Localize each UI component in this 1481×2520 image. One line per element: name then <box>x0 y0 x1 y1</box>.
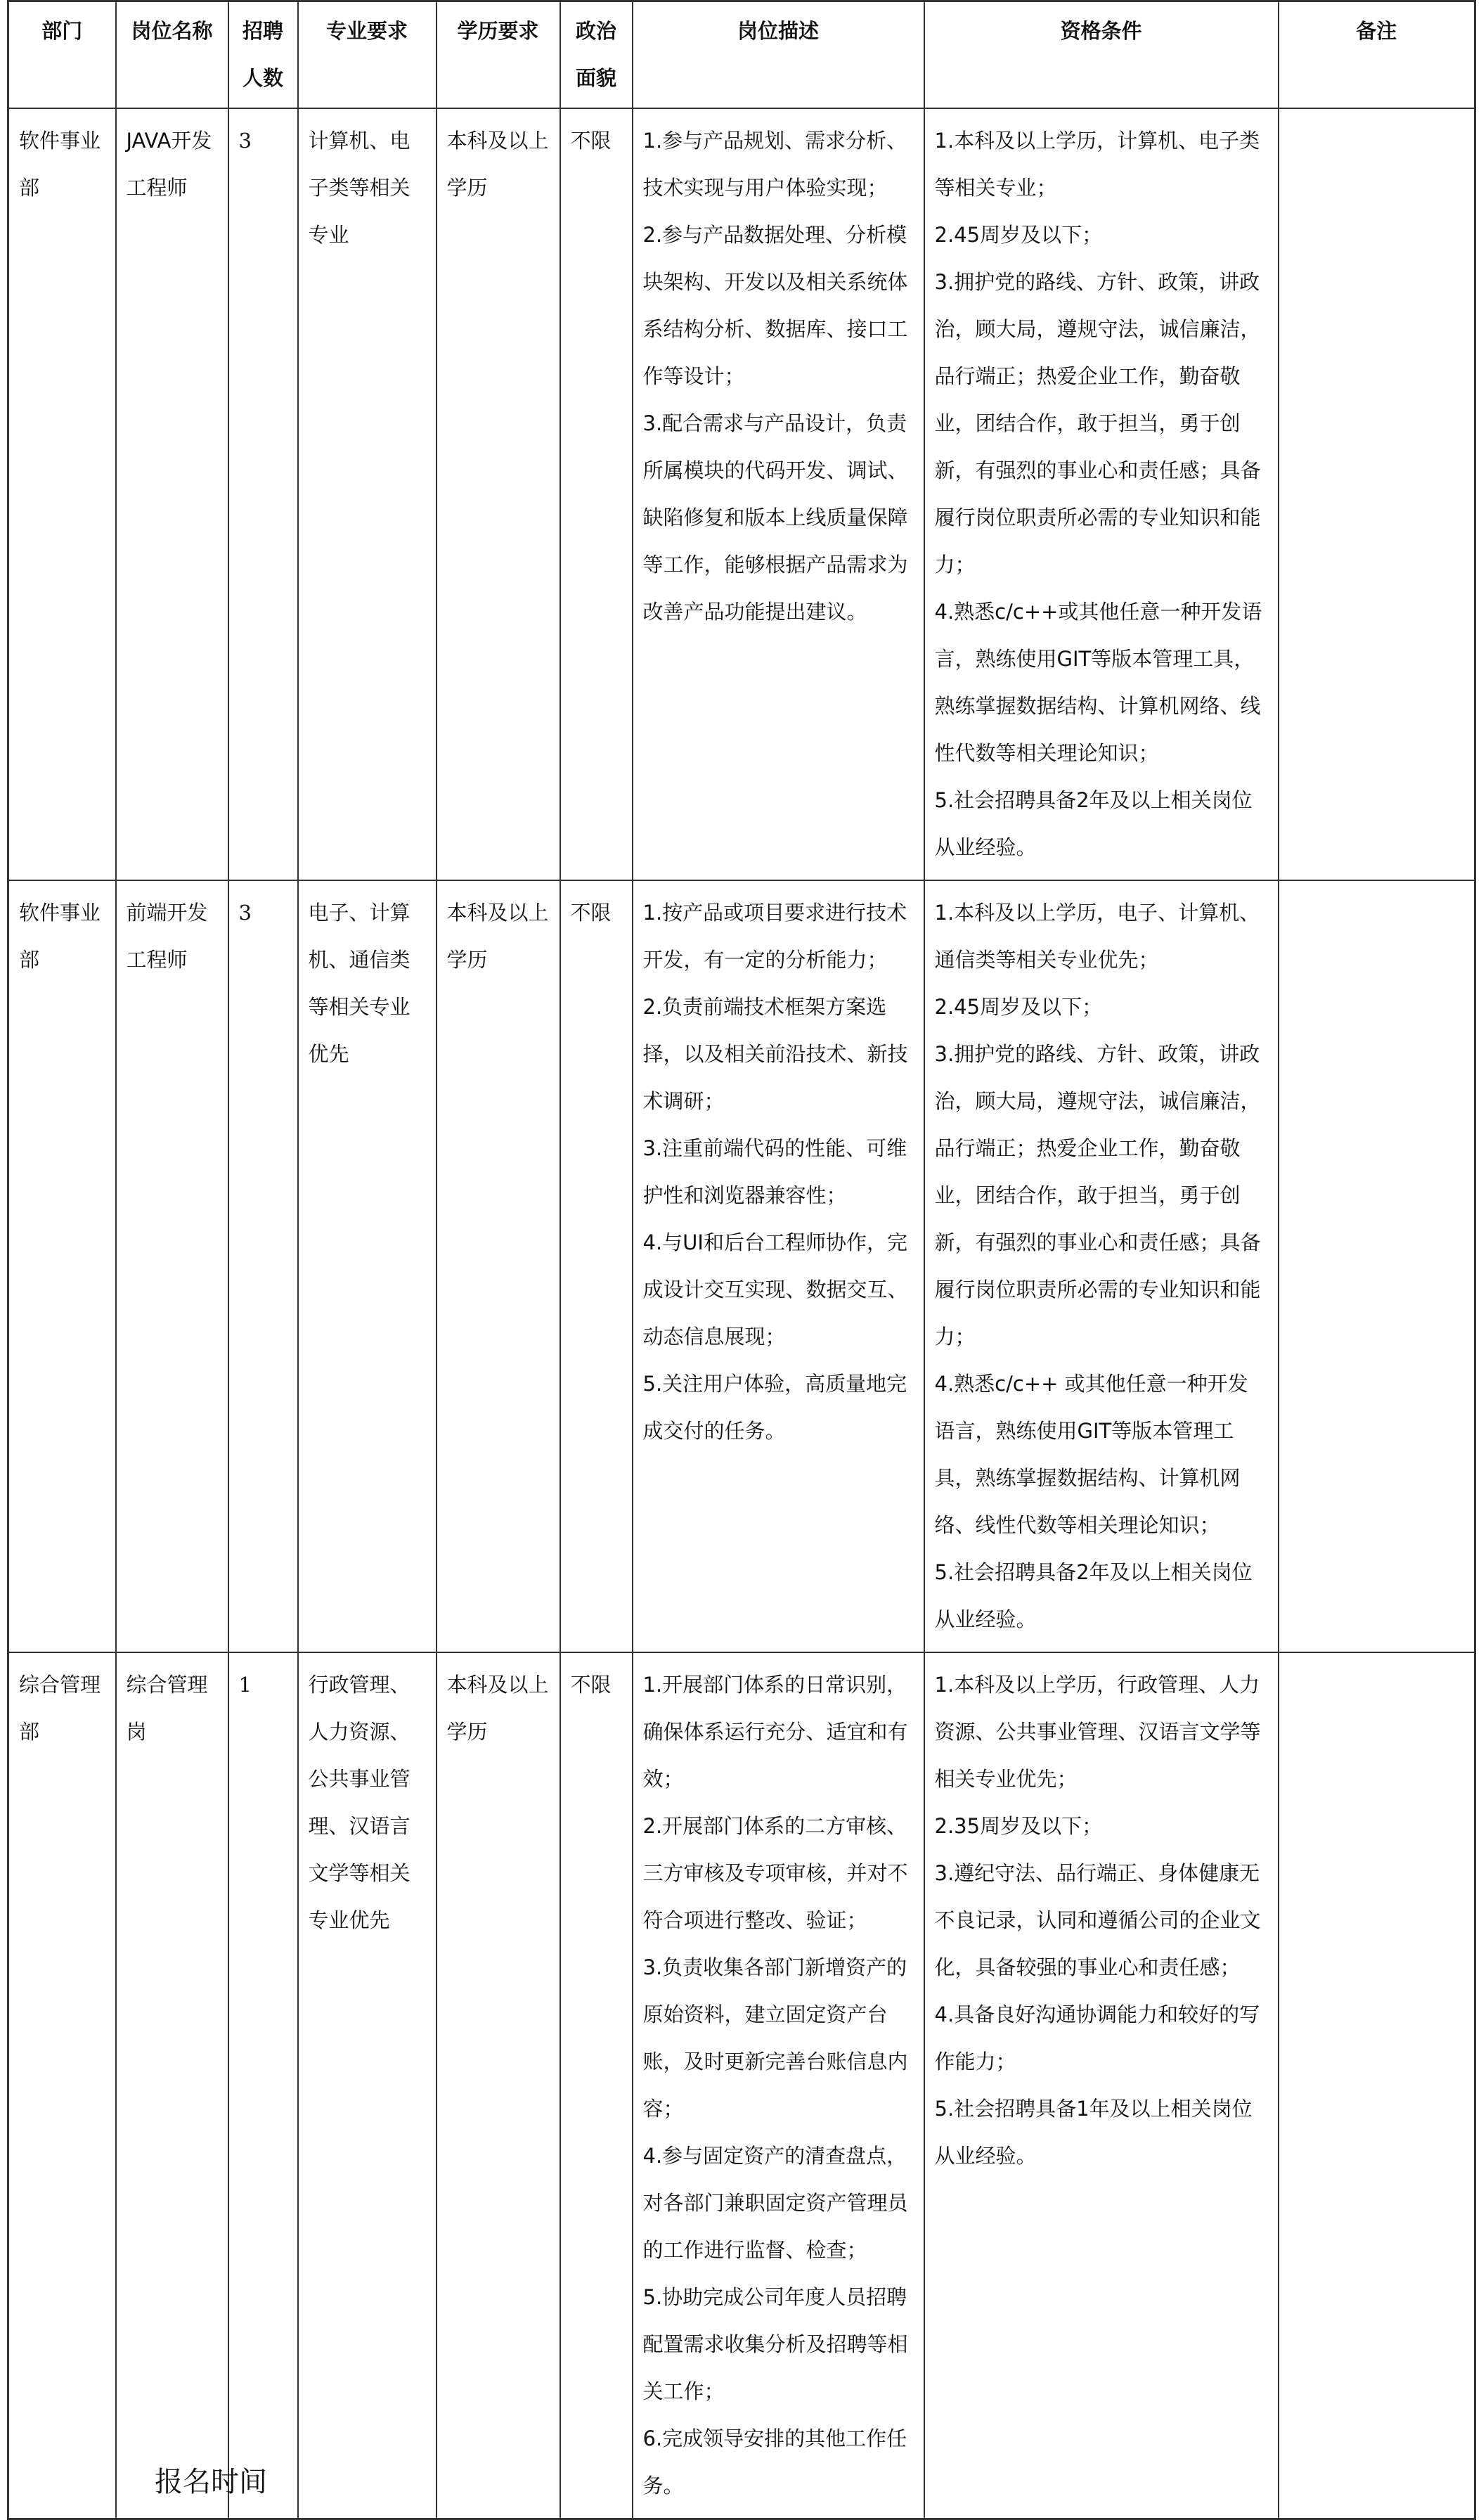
description-item: 1.参与产品规划、需求分析、技术实现与用户体验实现； <box>642 129 907 200</box>
cell-remarks <box>1279 108 1475 880</box>
cell-description <box>633 880 924 1652</box>
qualification-item: 3.拥护党的路线、方针、政策，讲政治，顾大局，遵规守法，诚信廉洁，品行端正；热爱企业工作，勤奋敬业，团结合作，敢于担当，勇于创新，有强烈的事业心和责任感；具备履行岗位职责所必需的专业知识和能力； <box>934 270 1261 577</box>
cell-description <box>633 108 924 880</box>
qualification-item: 3.遵纪守法、品行端正、身体健康无不良记录，认同和遵循公司的企业文化，具备较强的事业心和责任感； <box>934 1861 1261 1979</box>
qualification-item: 5.社会招聘具备2年及以上相关岗位从业经验。 <box>934 788 1253 859</box>
header-count <box>228 1 298 109</box>
table-row <box>8 880 1475 1652</box>
cell-title: JAVA开发工程师 <box>116 108 228 880</box>
cell-description <box>633 1652 924 2519</box>
cell-qualifications <box>924 108 1279 880</box>
cell-education: 本科及以上学历 <box>436 1652 560 2519</box>
cell-dept: 综合管理部 <box>8 1652 116 2519</box>
description-item: 3.负责收集各部门新增资产的原始资料，建立固定资产台账，及时更新完善台账信息内容； <box>642 1955 908 2121</box>
recruitment-document <box>7 0 1474 2520</box>
qualification-item: 3.拥护党的路线、方针、政策，讲政治，顾大局，遵规守法，诚信廉洁，品行端正；热爱企业工作，勤奋敬业，团结合作，敢于担当，勇于创新，有强烈的事业心和责任感；具备履行岗位职责所必需的专业知识和能力； <box>934 1042 1261 1349</box>
qualification-item: 4.具备良好沟通协调能力和较好的写作能力； <box>934 2002 1260 2074</box>
description-item: 1.按产品或项目要求进行技术开发，有一定的分析能力； <box>642 901 907 972</box>
cell-qualifications <box>924 880 1279 1652</box>
cell-count: 1 <box>228 1652 298 2519</box>
description-item: 4.与UI和后台工程师协作，完成设计交互实现、数据交互、动态信息展现； <box>642 1230 908 1349</box>
qualification-item: 1.本科及以上学历，计算机、电子类等相关专业； <box>934 129 1260 200</box>
description-item: 3.配合需求与产品设计，负责所属模块的代码开发、调试、缺陷修复和版本上线质量保障等工作，能够根据产品需求为改善产品功能提出建议。 <box>642 411 908 624</box>
cell-remarks <box>1279 880 1475 1652</box>
qualification-item: 4.熟悉c/c++ 或其他任意一种开发语言，熟练使用GIT等版本管理工具，熟练掌握数据结构、计算机网络、线性代数等相关理论知识； <box>934 1372 1248 1537</box>
header-politics <box>560 1 633 109</box>
description-item: 2.开展部门体系的二方审核、三方审核及专项审核，并对不符合项进行整改、验证； <box>642 1814 908 1932</box>
table-row <box>8 108 1475 880</box>
cell-qualifications <box>924 1652 1279 2519</box>
qualification-item: 1.本科及以上学历，行政管理、人力资源、公共事业管理、汉语言文学等相关专业优先； <box>934 1673 1261 1791</box>
header-qualifications: 资格条件 <box>924 1 1279 109</box>
header-remarks: 备注 <box>1279 1 1475 109</box>
header-title: 岗位名称 <box>116 1 228 109</box>
cell-title: 前端开发工程师 <box>116 880 228 1652</box>
header-education: 学历要求 <box>436 1 560 109</box>
cell-title: 综合管理岗 <box>116 1652 228 2519</box>
cell-politics: 不限 <box>560 108 633 880</box>
cell-education: 本科及以上学历 <box>436 108 560 880</box>
description-item: 2.参与产品数据处理、分析模块架构、开发以及相关系统体系结构分析、数据库、接口工作等设计； <box>642 223 908 388</box>
description-item: 5.协助完成公司年度人员招聘配置需求收集分析及招聘等相关工作； <box>642 2285 908 2403</box>
description-item: 4.参与固定资产的清查盘点，对各部门兼职固定资产管理员的工作进行监督、检查； <box>642 2144 908 2262</box>
header-major: 专业要求 <box>298 1 436 109</box>
description-item: 2.负责前端技术框架方案选择，以及相关前沿技术、新技术调研； <box>642 995 908 1113</box>
qualification-item: 5.社会招聘具备1年及以上相关岗位从业经验。 <box>934 2097 1253 2168</box>
description-item: 3.注重前端代码的性能、可维护性和浏览器兼容性； <box>642 1136 907 1207</box>
header-politics-line1: 政治 <box>575 19 616 43</box>
cell-politics: 不限 <box>560 1652 633 2519</box>
cell-major: 电子、计算机、通信类等相关专业优先 <box>298 880 436 1652</box>
header-count-line1: 招聘 <box>242 19 283 43</box>
qualification-item: 2.35周岁及以下； <box>934 1814 1103 1838</box>
table-header-row <box>8 1 1475 109</box>
qualification-item: 1.本科及以上学历，电子、计算机、通信类等相关专业优先； <box>934 901 1260 972</box>
qualification-item: 2.45周岁及以下； <box>934 995 1103 1019</box>
header-description: 岗位描述 <box>633 1 924 109</box>
cell-remarks <box>1279 1652 1475 2519</box>
section-heading-registration-time: 报名时间 <box>155 2466 267 2498</box>
qualification-item: 2.45周岁及以下； <box>934 223 1103 247</box>
qualification-item: 5.社会招聘具备2年及以上相关岗位从业经验。 <box>934 1560 1253 1631</box>
cell-politics: 不限 <box>560 880 633 1652</box>
cell-count: 3 <box>228 880 298 1652</box>
table-row <box>8 1652 1475 2519</box>
cell-dept: 软件事业部 <box>8 108 116 880</box>
cell-dept: 软件事业部 <box>8 880 116 1652</box>
description-item: 1.开展部门体系的日常识别，确保体系运行充分、适宜和有效； <box>642 1673 908 1791</box>
cell-major: 计算机、电子类等相关专业 <box>298 108 436 880</box>
cell-count: 3 <box>228 108 298 880</box>
header-politics-line2: 面貌 <box>575 66 616 90</box>
job-positions-table <box>7 0 1476 2520</box>
description-item: 6.完成领导安排的其他工作任务。 <box>642 2426 907 2498</box>
cell-education: 本科及以上学历 <box>436 880 560 1652</box>
header-dept: 部门 <box>8 1 116 109</box>
description-item: 5.关注用户体验，高质量地完成交付的任务。 <box>642 1372 907 1443</box>
qualification-item: 4.熟悉c/c++或其他任意一种开发语言，熟练使用GIT等版本管理工具，熟练掌握数据结构、计算机网络、线性代数等相关理论知识； <box>934 600 1262 765</box>
cell-major: 行政管理、人力资源、公共事业管理、汉语言文学等相关专业优先 <box>298 1652 436 2519</box>
header-count-line2: 人数 <box>242 66 283 90</box>
